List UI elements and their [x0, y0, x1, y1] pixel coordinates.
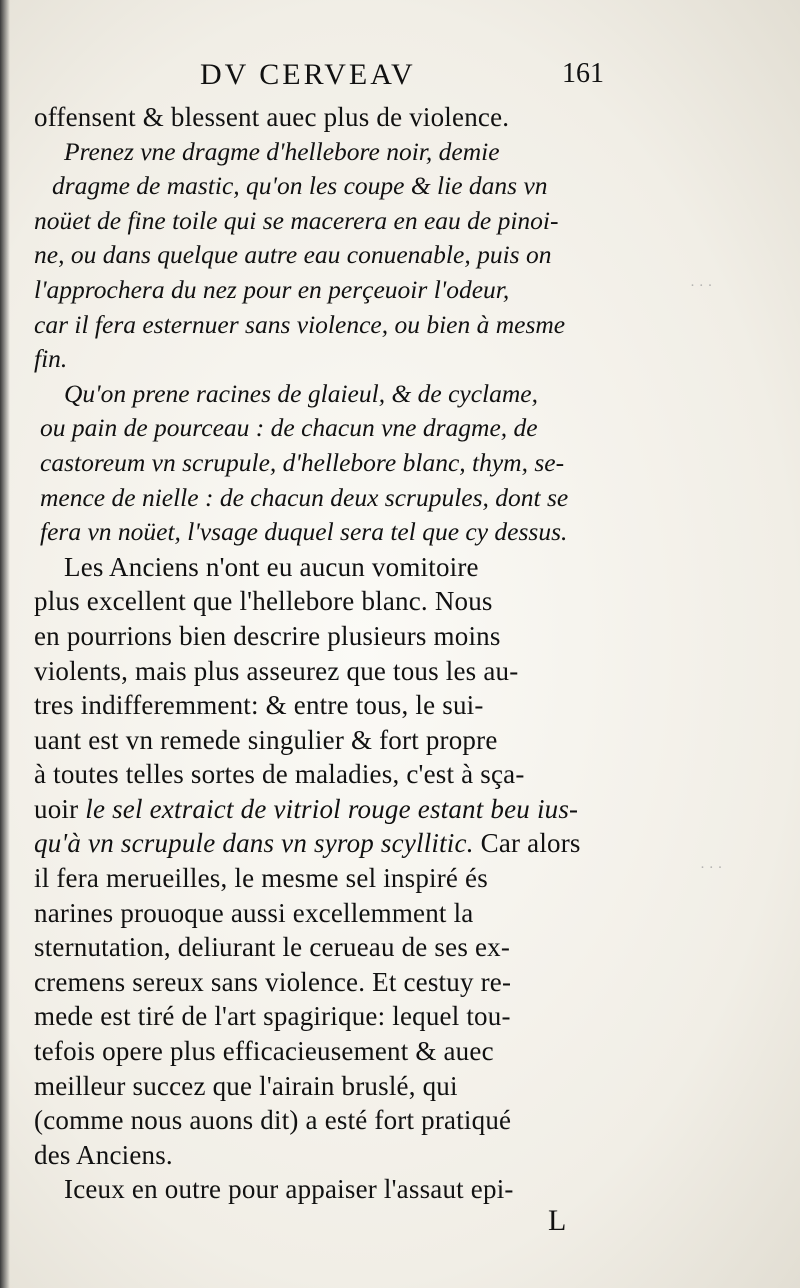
text-line: (comme nous auons dit) a esté fort pratiqué — [34, 1105, 512, 1136]
text-line: dragme de mastic, qu'on les coupe & lie dans vn — [52, 171, 548, 201]
text-line: noüet de fine toile qui se macerera en eau de pinoi- — [34, 205, 559, 235]
text-line: plus excellent que l'hellebore blanc. Nous — [34, 586, 493, 617]
text-line: fin. — [34, 344, 68, 374]
text-italic: le sel extraict de vitriol rouge estant beu ius- — [85, 793, 579, 824]
text-line: narines prouoque aussi excellemment la — [34, 897, 474, 928]
page-gutter-shadow — [0, 0, 10, 1288]
text-line: fera vn noüet, l'vsage duquel sera tel que cy dessus. — [40, 517, 568, 547]
text-line: Les Anciens n'ont eu aucun vomitoire — [64, 551, 479, 582]
text-line-mixed — [34, 792, 654, 827]
text-line: en pourrions bien descrire plusieurs moins — [34, 620, 501, 651]
signature-mark: L — [548, 1204, 567, 1237]
text-roman: Car alors — [473, 828, 581, 859]
text-line: cremens sereux sans violence. Et cestuy re- — [34, 966, 512, 997]
text-line: l'approchera du nez pour en perçeuoir l'odeur, — [34, 274, 510, 304]
text-line: mede est tiré de l'art spagirique: lequel tou- — [34, 1001, 511, 1032]
page-text — [34, 100, 654, 1207]
bleedthrough-marks: · · · — [690, 278, 713, 294]
text-line: castoreum vn scrupule, d'hellebore blanc, thym, se- — [40, 447, 565, 477]
text-line: tefois opere plus efficacieusement & auec — [34, 1036, 494, 1067]
text-line: car il fera esternuer sans violence, ou bien à mesme — [34, 309, 566, 339]
text-line: tres indifferemment: & entre tous, le sui- — [34, 690, 484, 721]
text-line: meilleur succez que l'airain bruslé, qui — [34, 1070, 458, 1101]
page-number: 161 — [562, 58, 604, 89]
text-line: à toutes telles sortes de maladies, c'est à sça- — [34, 759, 525, 790]
running-head: DV CERVEAV — [200, 58, 416, 91]
text-line: il fera merueilles, le mesme sel inspiré és — [34, 863, 488, 894]
text-line: mence de nielle : de chacun deux scrupules, dont se — [40, 482, 569, 512]
bleedthrough-marks: · · · — [700, 860, 723, 876]
text-line: uant est vn remede singulier & fort propre — [34, 724, 498, 755]
text-line: des Anciens. — [34, 1139, 173, 1170]
text-line: ou pain de pourceau : de chacun vne dragme, de — [40, 413, 538, 443]
text-line: ne, ou dans quelque autre eau conuenable, puis on — [34, 240, 552, 270]
text-italic: qu'à vn scrupule dans vn syrop scyllitic. — [34, 828, 474, 859]
page-header — [40, 58, 640, 98]
text-line: sternutation, deliurant le cerueau de ses ex- — [34, 932, 511, 963]
text-line: violents, mais plus asseurez que tous les au- — [34, 655, 519, 686]
text-line: Prenez vne dragme d'hellebore noir, demie — [64, 136, 500, 166]
text-line-mixed — [34, 826, 654, 861]
text-line: Iceux en outre pour appaiser l'assaut epi- — [64, 1174, 514, 1205]
text-roman: uoir — [34, 793, 86, 824]
text-line: offensent & blessent auec plus de violence. — [34, 102, 510, 132]
text-line: Qu'on prene racines de glaieul, & de cyclame, — [64, 378, 538, 408]
